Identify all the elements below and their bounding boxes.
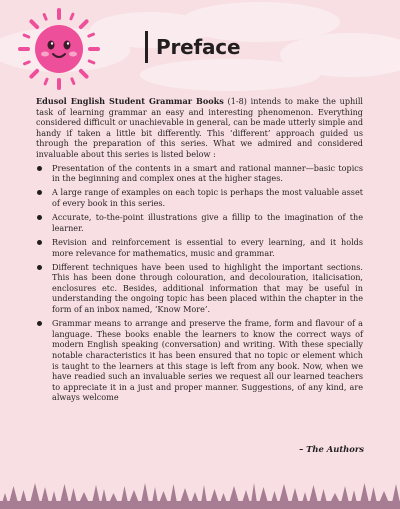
intro-paragraph bbox=[36, 96, 363, 160]
bullet-icon bbox=[37, 321, 42, 326]
list-item bbox=[36, 318, 363, 403]
list-item bbox=[36, 212, 363, 233]
list-item bbox=[36, 262, 363, 315]
intro-text: (1-8) intends to make the uphill task of learning grammar an easy and interesting phenomenon. Everything considered difficult or unachievable in general, can be made utterly simple and handy if taken a little bit differently. This ‘different’ approach guided us through the preparation of this series. What we admired and considered invaluable about this series is listed below : bbox=[36, 96, 363, 159]
smiling-sun-icon bbox=[18, 8, 100, 90]
list-item bbox=[36, 187, 363, 208]
series-name: Edusol English Student Grammar Books bbox=[36, 96, 224, 106]
list-item-text: Presentation of the contents in a smart and rational manner—basic topics in the beginning and complex ones at the higher stages. bbox=[52, 162, 363, 184]
list-item-text: Revision and reinforcement is essential to every learning, and it holds more relevance for mathematics, music and grammar. bbox=[52, 236, 363, 258]
list-item bbox=[36, 163, 363, 184]
list-item bbox=[36, 237, 363, 258]
list-item-text: Grammar means to arrange and preserve the frame, form and flavour of a language. These books enable the learners to know the correct ways of modern English speaking (conversation) and writing. With these specially notable characteristics it has been ensured that no topic or element which is taught to the learners at this stage is left from any book. Now, when we have readied such an invaluable series we request all our learned teachers to appreciate it in a just and proper manner. Suggestions, of any kind, are always welcome bbox=[52, 318, 363, 403]
bullet-icon bbox=[37, 240, 42, 245]
bullet-icon bbox=[37, 190, 42, 195]
feature-list bbox=[36, 163, 363, 403]
list-item-text: A large range of examples on each topic is perhaps the most valuable asset of every book in this series. bbox=[52, 187, 363, 208]
list-item-text: Accurate, to-the-point illustrations give a fillip to the imagination of the learner. bbox=[52, 212, 363, 233]
list-item-text: Different techniques have been used to highlight the important sections. This has been done through colouration, and decolouration, italicisation, enclosures etc. Besides, additional information that may be useful in understanding the ongoing topic has been placed within the chapter in the form of an inbox named, ‘Know More’. bbox=[52, 261, 363, 315]
bullet-icon bbox=[37, 215, 42, 220]
authors-signature: – The Authors bbox=[299, 444, 364, 454]
bullet-icon bbox=[37, 265, 42, 270]
title-divider bbox=[145, 31, 148, 63]
bullet-icon bbox=[37, 166, 42, 171]
page-title: Preface bbox=[156, 35, 241, 59]
tree-silhouette-border bbox=[0, 470, 400, 509]
preface-body bbox=[36, 96, 363, 407]
title-block bbox=[145, 31, 240, 63]
